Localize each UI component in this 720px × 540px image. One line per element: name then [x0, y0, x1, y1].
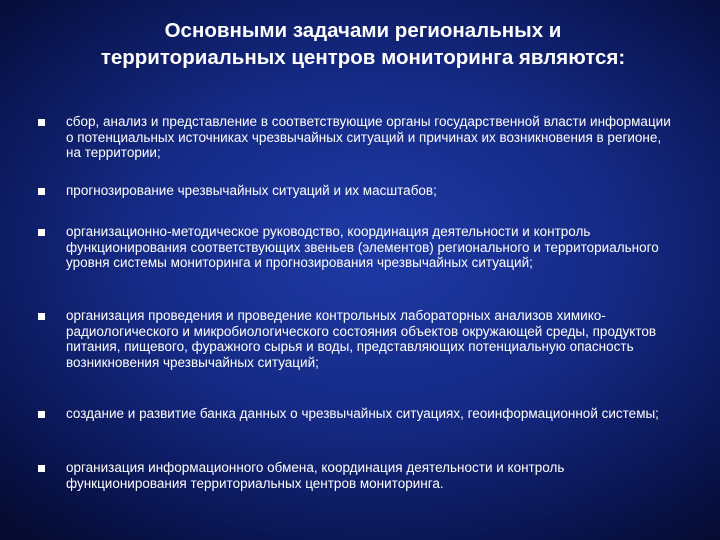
- list-item-text: прогнозирование чрезвычайных ситуаций и их масштабов;: [66, 183, 437, 198]
- list-item-text: организация проведения и проведение контрольных лабораторных анализов химико-радиологического и микробиологического состояния объектов окружающей среды, продуктов питания, пищевого, фуражного сырья и воды, представляющих потенциальную опасность возникновения чрезвычайных ситуаций;: [66, 308, 657, 370]
- list-item-text: сбор, анализ и представление в соответствующие органы государственной власти информации о потенциальных источниках чрезвычайных ситуаций и причинах их возникновения в регионе, на территории;: [66, 114, 671, 160]
- list-item-text: организационно-методическое руководство, координация деятельности и контроль функционирования соответствующих звеньев (элементов) регионального и территориального уровня системы мониторинга и прогнозирования чрезвычайных ситуаций;: [66, 224, 659, 270]
- square-bullet-icon: [38, 411, 45, 418]
- square-bullet-icon: [38, 465, 45, 472]
- square-bullet-icon: [38, 313, 45, 320]
- square-bullet-icon: [38, 119, 45, 126]
- slide-title: [40, 17, 686, 71]
- list-item-text: создание и развитие банка данных о чрезвычайных ситуациях, геоинформационной системы;: [66, 406, 659, 421]
- square-bullet-icon: [38, 229, 45, 236]
- title-line-1: Основными задачами региональных и: [164, 19, 562, 42]
- square-bullet-icon: [38, 188, 45, 195]
- list-item-text: организация информационного обмена, координация деятельности и контроль функционирования территориальных центров мониторинга.: [66, 460, 565, 491]
- title-line-2: территориальных центров мониторинга являются:: [100, 46, 626, 69]
